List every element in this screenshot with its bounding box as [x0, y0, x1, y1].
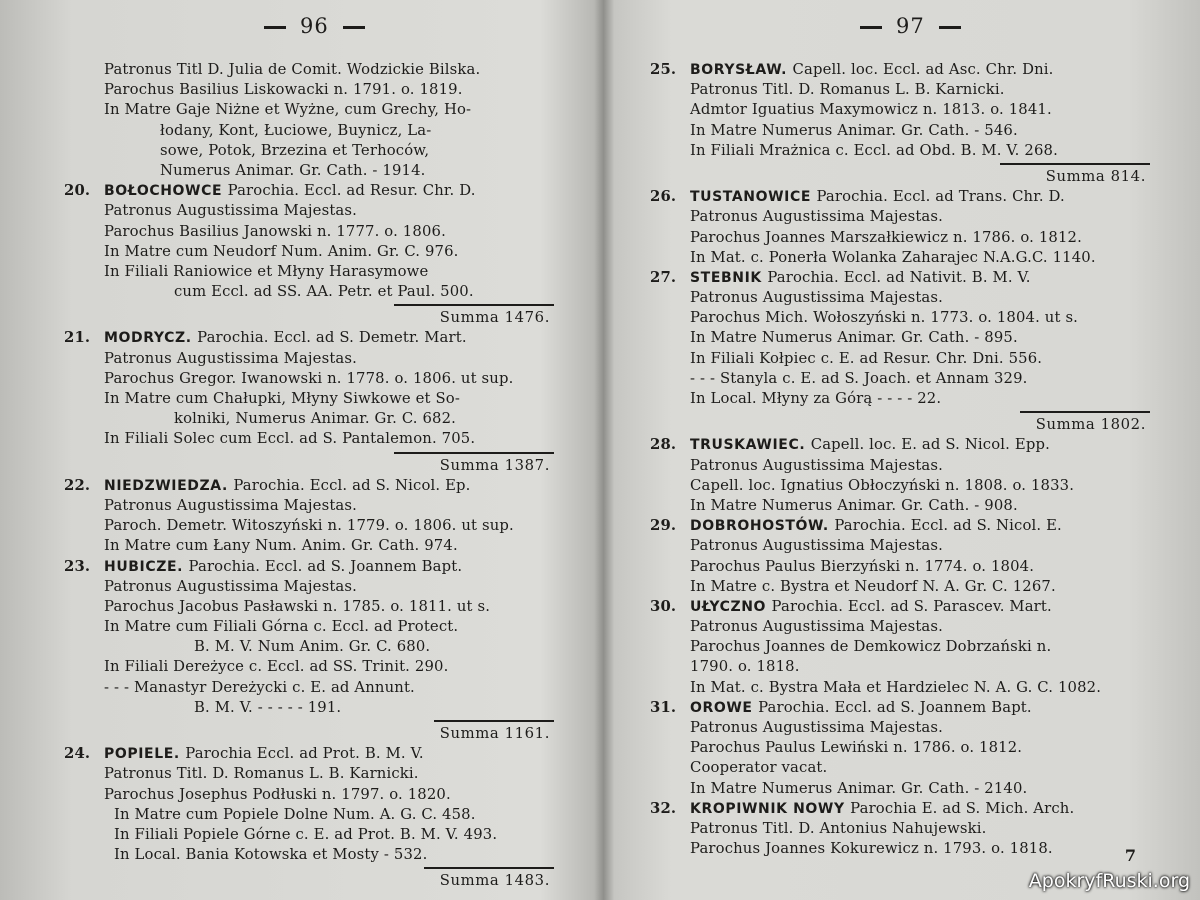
parish-entry-head	[650, 698, 1150, 718]
parish-description: Capell. loc. Eccl. ad Asc. Chr. Dni.	[792, 61, 1054, 78]
line-text	[104, 328, 467, 348]
entry-line	[64, 825, 554, 845]
entry-line	[650, 738, 1150, 758]
parish-name: BOŁOCHOWCE	[104, 183, 228, 200]
entry-number: 28.	[650, 436, 677, 454]
line-text: cum Eccl. ad SS. AA. Petr. et Paul. 500.	[174, 283, 474, 301]
entry-line	[650, 141, 1150, 161]
line-text: In Matre cum Chałupki, Młyny Siwkowe et So-	[104, 390, 460, 407]
line-text: In Matre Gaje Niżne et Wyżne, cum Grechy, Ho-	[104, 101, 472, 119]
parish-name: BORYSŁAW.	[690, 62, 793, 78]
parish-entry-head	[64, 557, 554, 577]
line-text: Paroch. Demetr. Witoszyński n. 1779. o. 1806. ut sup.	[104, 517, 514, 535]
entry-line	[650, 308, 1150, 328]
line-text: In Matre Numerus Animar. Gr. Cath. - 546.	[690, 121, 1018, 139]
entry-line	[64, 242, 554, 262]
parish-entry-head	[650, 187, 1150, 207]
entry-number: 20.	[64, 182, 91, 200]
line-text: sowe, Potok, Brzezina et Terhoców,	[160, 141, 430, 159]
parish-name: UŁYCZNO	[690, 598, 772, 615]
entry-line	[650, 121, 1150, 141]
entry-line	[64, 597, 554, 617]
parish-name: KROPIWNIK NOWY	[690, 800, 851, 817]
entry-line	[64, 282, 554, 302]
line-text: Patronus Augustissima Majestas.	[690, 537, 943, 555]
parish-name: DOBROHOSTÓW.	[690, 518, 835, 535]
entry-number: 26.	[650, 188, 677, 206]
parish-description: Parochia. Eccl. ad S. Joannem Bapt.	[188, 557, 463, 575]
right-page-text	[650, 60, 1150, 859]
entry-line	[650, 678, 1150, 698]
line-text: Parochus Mich. Wołoszyński n. 1773. o. 1804. ut s.	[690, 309, 1079, 327]
line-text: Patronus Titl D. Julia de Comit. Wodzickie Bilska.	[104, 61, 481, 78]
entry-line	[64, 369, 554, 389]
summa-total: Summa 1483.	[439, 872, 550, 890]
summa-line	[64, 456, 554, 476]
summa-line	[64, 724, 554, 744]
parish-name: POPIELE.	[104, 746, 186, 763]
line-text: In Mat. c. Bystra Mała et Hardzielec N. A. G. C. 1082.	[690, 678, 1102, 696]
line-text: Parochus Basilius Liskowacki n. 1791. o. 1819.	[104, 81, 463, 99]
line-text: In Filiali Kołpiec c. E. ad Resur. Chr. Dni. 556.	[690, 349, 1043, 367]
parish-description: Parochia. Eccl. ad S. Parascev. Mart.	[771, 597, 1052, 615]
line-text: In Matre cum Łany Num. Anim. Gr. Cath. 974.	[104, 537, 458, 555]
line-text: Patronus Augustissima Majestas.	[104, 349, 357, 367]
line-text	[104, 557, 462, 577]
entry-line	[650, 839, 1150, 859]
line-text	[690, 187, 1065, 207]
entry-line	[64, 845, 554, 865]
entry-line	[64, 121, 554, 141]
entry-line	[64, 536, 554, 556]
parish-description: Parochia E. ad S. Mich. Arch.	[850, 799, 1075, 817]
entry-line	[650, 207, 1150, 227]
parish-entry-head	[650, 60, 1150, 80]
entry-line	[650, 536, 1150, 556]
line-text: Patronus Titl. D. Romanus L. B. Karnicki.	[690, 81, 1005, 99]
line-text: Parochus Josephus Podłuski n. 1797. o. 1820.	[104, 785, 451, 803]
entry-line	[64, 100, 554, 120]
signature-mark: 7	[1124, 846, 1136, 865]
entry-line	[650, 288, 1150, 308]
line-text: - - - Manastyr Dereżycki c. E. ad Annunt.	[104, 678, 415, 696]
line-text: Parochus Paulus Lewiński n. 1786. o. 1812.	[690, 739, 1023, 757]
entry-line	[650, 577, 1150, 597]
entry-line	[64, 80, 554, 100]
line-text: Patronus Titl. D. Romanus L. B. Karnicki.	[104, 765, 419, 783]
right-page	[600, 0, 1200, 900]
parish-entry-head	[64, 476, 554, 496]
line-text	[690, 268, 1031, 288]
parish-description: Capell. loc. E. ad S. Nicol. Epp.	[810, 436, 1050, 454]
line-text: kolniki, Numerus Animar. Gr. C. 682.	[174, 410, 457, 428]
line-text: In Matre cum Neudorf Num. Anim. Gr. C. 976.	[104, 242, 459, 260]
parish-name: NIEDZWIEDZA.	[104, 477, 234, 494]
entry-line	[64, 60, 554, 80]
parish-description: Parochia. Eccl. ad S. Nicol. E.	[834, 517, 1062, 535]
line-text	[690, 597, 1052, 617]
entry-line	[64, 389, 554, 409]
entry-line	[64, 785, 554, 805]
entry-line	[64, 698, 554, 718]
line-text: Patronus Augustissima Majestas.	[104, 202, 357, 220]
entry-line	[650, 476, 1150, 496]
entry-line	[650, 557, 1150, 577]
line-text: 1790. o. 1818.	[690, 658, 800, 676]
line-text: Patronus Augustissima Majestas.	[690, 618, 943, 636]
entry-line	[650, 637, 1150, 657]
line-text: In Filiali Solec cum Eccl. ad S. Pantalemon. 705.	[104, 430, 476, 448]
line-text	[104, 744, 424, 764]
parish-name: MODRYCZ.	[104, 330, 198, 347]
line-text: In Filiali Dereżyce c. Eccl. ad SS. Trinit. 290.	[104, 658, 449, 676]
entry-line	[64, 496, 554, 516]
entry-number: 23.	[64, 557, 91, 575]
page-number-left: 96	[250, 14, 379, 38]
line-text: Admtor Iguatius Maxymowicz n. 1813. o. 1841.	[690, 101, 1052, 119]
line-text: Patronus Augustissima Majestas.	[690, 719, 943, 736]
entry-number: 27.	[650, 268, 677, 286]
line-text: Parochus Joannes de Demkowicz Dobrzański n.	[690, 638, 1052, 656]
entry-line	[650, 228, 1150, 248]
dash-ornament	[860, 26, 882, 29]
line-text	[104, 181, 476, 201]
line-text: Parochus Paulus Bierzyński n. 1774. o. 1804.	[690, 557, 1035, 575]
line-text: Capell. loc. Ignatius Obłoczyński n. 1808. o. 1833.	[690, 476, 1075, 494]
entry-number: 25.	[650, 61, 677, 78]
entry-line	[650, 718, 1150, 738]
entry-line	[650, 758, 1150, 778]
line-text: In Matre cum Popiele Dolne Num. A. G. C. 458.	[114, 805, 476, 823]
entry-line	[650, 389, 1150, 409]
entry-number: 29.	[650, 517, 677, 535]
summa-line	[64, 871, 554, 891]
entry-line	[650, 657, 1150, 677]
entry-line	[64, 141, 554, 161]
line-text	[690, 60, 1054, 80]
entry-line	[64, 222, 554, 242]
entry-line	[64, 617, 554, 637]
entry-line	[64, 637, 554, 657]
parish-entry-head	[64, 181, 554, 201]
line-text: Patronus Augustissima Majestas.	[690, 456, 943, 474]
line-text: Cooperator vacat.	[690, 759, 828, 777]
parish-description: Parochia. Eccl. ad Trans. Chr. D.	[816, 188, 1065, 206]
parish-entry-head	[64, 744, 554, 764]
parish-description: Parochia. Eccl. ad S. Demetr. Mart.	[197, 329, 467, 347]
entry-line	[64, 429, 554, 449]
parish-entry-head	[650, 435, 1150, 455]
entry-line	[650, 248, 1150, 268]
summa-line	[64, 308, 554, 328]
line-text: Patronus Augustissima Majestas.	[690, 289, 943, 307]
line-text: Numerus Animar. Gr. Cath. - 1914.	[160, 161, 426, 179]
entry-line	[650, 328, 1150, 348]
summa-total: Summa 1802.	[1035, 416, 1146, 434]
parish-name: STEBNIK	[690, 269, 768, 286]
line-text: łodany, Kont, Łuciowe, Buynicz, La-	[160, 121, 432, 139]
line-text: Parochus Joannes Marszałkiewicz n. 1786. o. 1812.	[690, 228, 1082, 246]
entry-number: 22.	[64, 476, 91, 494]
line-text: In Matre Numerus Animar. Gr. Cath. - 908.	[690, 496, 1018, 514]
line-text: Parochus Jacobus Pasławski n. 1785. o. 1811. ut s.	[104, 597, 491, 615]
line-text: In Matre cum Filiali Górna c. Eccl. ad Protect.	[104, 618, 459, 636]
parish-name: HUBICZE.	[104, 558, 189, 575]
summa-total: Summa 1476.	[439, 309, 550, 327]
line-text: In Mat. c. Ponerła Wolanka Zaharajec N.A.G.C. 1140.	[690, 248, 1096, 266]
line-text: Parochus Gregor. Iwanowski n. 1778. o. 1806. ut sup.	[104, 369, 514, 387]
summa-total: Summa 1387.	[439, 456, 550, 474]
line-text: Patronus Titl. D. Antonius Nahujewski.	[690, 819, 987, 837]
parish-entry-head	[650, 597, 1150, 617]
page-number-right: 97	[846, 14, 975, 38]
parish-entry-head	[650, 516, 1150, 536]
entry-line	[64, 805, 554, 825]
watermark: ApokryfRuski.org	[1028, 870, 1190, 892]
line-text: In Filiali Raniowice et Młyny Harasymowe	[104, 262, 429, 280]
parish-entry-head	[650, 268, 1150, 288]
entry-line	[64, 349, 554, 369]
parish-entry-head	[64, 328, 554, 348]
line-text: Patronus Augustissima Majestas.	[104, 496, 357, 514]
summa-total: Summa 1161.	[439, 725, 550, 742]
entry-number: 21.	[64, 329, 91, 347]
entry-line	[64, 678, 554, 698]
line-text: In Matre Numerus Animar. Gr. Cath. - 895.	[690, 329, 1018, 347]
entry-line	[650, 819, 1150, 839]
entry-number: 30.	[650, 597, 677, 615]
parish-name: TUSTANOWICE	[690, 189, 817, 206]
entry-line	[650, 80, 1150, 100]
parish-description: Parochia. Eccl. ad Nativit. B. M. V.	[767, 268, 1031, 286]
line-text	[690, 698, 1032, 718]
parish-name: OROWE	[690, 699, 759, 716]
dash-ornament	[939, 26, 961, 29]
entry-line	[64, 409, 554, 429]
entry-number: 32.	[650, 799, 677, 817]
line-text: B. M. V. - - - - - 191.	[194, 698, 342, 716]
line-text: In Matre Numerus Animar. Gr. Cath. - 2140.	[690, 779, 1028, 797]
entry-line	[64, 657, 554, 677]
line-text: Patronus Augustissima Majestas.	[104, 577, 357, 595]
entry-number: 31.	[650, 698, 677, 716]
line-text: In Local. Młyny za Górą - - - - 22.	[690, 390, 942, 407]
parish-description: Parochia. Eccl. ad S. Joannem Bapt.	[758, 698, 1032, 716]
parish-description: Parochia Eccl. ad Prot. B. M. V.	[185, 745, 424, 763]
entry-line	[650, 779, 1150, 799]
line-text: In Filiali Mrażnica c. Eccl. ad Obd. B. M. V. 268.	[690, 141, 1058, 159]
entry-line	[64, 161, 554, 181]
summa-line	[650, 167, 1150, 187]
summa-total: Summa 814.	[1045, 167, 1146, 185]
parish-description: Parochia. Eccl. ad S. Nicol. Ep.	[233, 476, 471, 494]
entry-line	[650, 369, 1150, 389]
line-text	[690, 435, 1050, 455]
line-text: Parochus Basilius Janowski n. 1777. o. 1806.	[104, 222, 446, 240]
line-text: - - - Stanyla c. E. ad S. Joach. et Annam 329.	[690, 369, 1028, 387]
dash-ornament	[343, 26, 365, 29]
line-text: In Local. Bania Kotowska et Mosty - 532.	[114, 846, 428, 864]
line-text: Parochus Joannes Kokurewicz n. 1793. o. 1818.	[690, 840, 1053, 858]
parish-name: TRUSKAWIEC.	[690, 437, 811, 454]
line-text	[690, 516, 1062, 536]
line-text	[690, 799, 1074, 819]
entry-line	[64, 262, 554, 282]
line-text: B. M. V. Num Anim. Gr. C. 680.	[194, 638, 431, 656]
summa-line	[650, 415, 1150, 435]
parish-description: Parochia. Eccl. ad Resur. Chr. D.	[227, 182, 476, 200]
parish-entry-head	[650, 799, 1150, 819]
entry-line	[650, 617, 1150, 637]
entry-line	[64, 201, 554, 221]
line-text	[104, 476, 471, 496]
line-text: In Filiali Popiele Górne c. E. ad Prot. B. M. V. 493.	[114, 825, 498, 843]
entry-number: 24.	[64, 745, 91, 763]
entry-line	[64, 516, 554, 536]
dash-ornament	[264, 26, 286, 29]
entry-line	[64, 764, 554, 784]
entry-line	[650, 100, 1150, 120]
entry-line	[650, 456, 1150, 476]
entry-line	[650, 349, 1150, 369]
line-text: In Matre c. Bystra et Neudorf N. A. Gr. C. 1267.	[690, 577, 1056, 595]
entry-line	[64, 577, 554, 597]
left-page-text	[64, 60, 554, 892]
entry-line	[650, 496, 1150, 516]
line-text: Patronus Augustissima Majestas.	[690, 208, 943, 226]
